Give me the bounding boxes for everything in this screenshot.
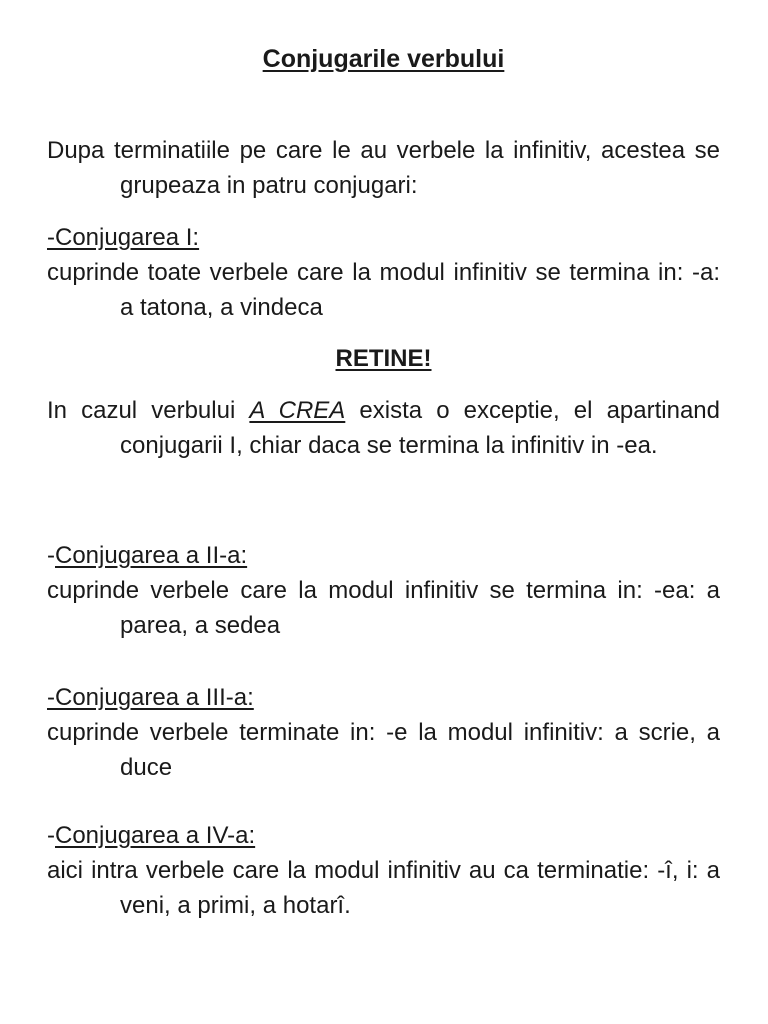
- conjugation-1-text: cuprinde toate verbele care la modul infinitiv se termina in: -a: a tatona, a vindeca: [47, 259, 720, 321]
- retine-text-after: exista o exceptie, el apartinand conjugarii I, chiar daca se termina la infinitiv in -ea.: [120, 397, 721, 459]
- intro-paragraph: Dupa terminatiile pe care le au verbele la infinitiv, acestea se grupeaza in patru conjugari:: [47, 137, 720, 199]
- retine-heading: [47, 341, 720, 376]
- conjugation-4-text: aici intra verbele care la modul infinitiv au ca terminatie: -î, i: a veni, a primi, a hotarî.: [47, 857, 720, 919]
- retine-section: [47, 393, 720, 463]
- conjugation-2-section: [47, 538, 720, 643]
- conjugation-3-section: [47, 680, 720, 785]
- retine-text-before: In cazul verbului: [47, 397, 250, 424]
- conjugation-4-section: [47, 818, 720, 923]
- conjugation-2-text: cuprinde verbele care la modul infinitiv se termina in: -ea: a parea, a sedea: [47, 577, 720, 639]
- intro-section: [47, 133, 720, 203]
- conjugation-1-heading-text: -Conjugarea I:: [47, 224, 200, 251]
- retine-paragraph: [47, 393, 720, 463]
- conjugation-2-heading-text: Conjugarea a II-a:: [55, 542, 248, 569]
- conjugation-3-text: cuprinde verbele terminate in: -e la modul infinitiv: a scrie, a duce: [47, 719, 720, 781]
- conjugation-4-dash: -: [47, 822, 55, 849]
- conjugation-1-section: [47, 220, 720, 325]
- retine-label: RETINE!: [335, 345, 432, 372]
- document-title: Conjugarile verbului: [262, 45, 505, 73]
- conjugation-3-heading-text: -Conjugarea a III-a:: [47, 684, 254, 711]
- conjugation-4-heading: [47, 818, 720, 853]
- conjugation-1-heading: [47, 220, 720, 255]
- conjugation-4-heading-text: Conjugarea a IV-a:: [55, 822, 256, 849]
- conjugation-2-dash: -: [47, 542, 55, 569]
- conjugation-3-heading: [47, 680, 720, 715]
- retine-verb: A CREA: [249, 397, 346, 424]
- conjugation-2-heading: [47, 538, 720, 573]
